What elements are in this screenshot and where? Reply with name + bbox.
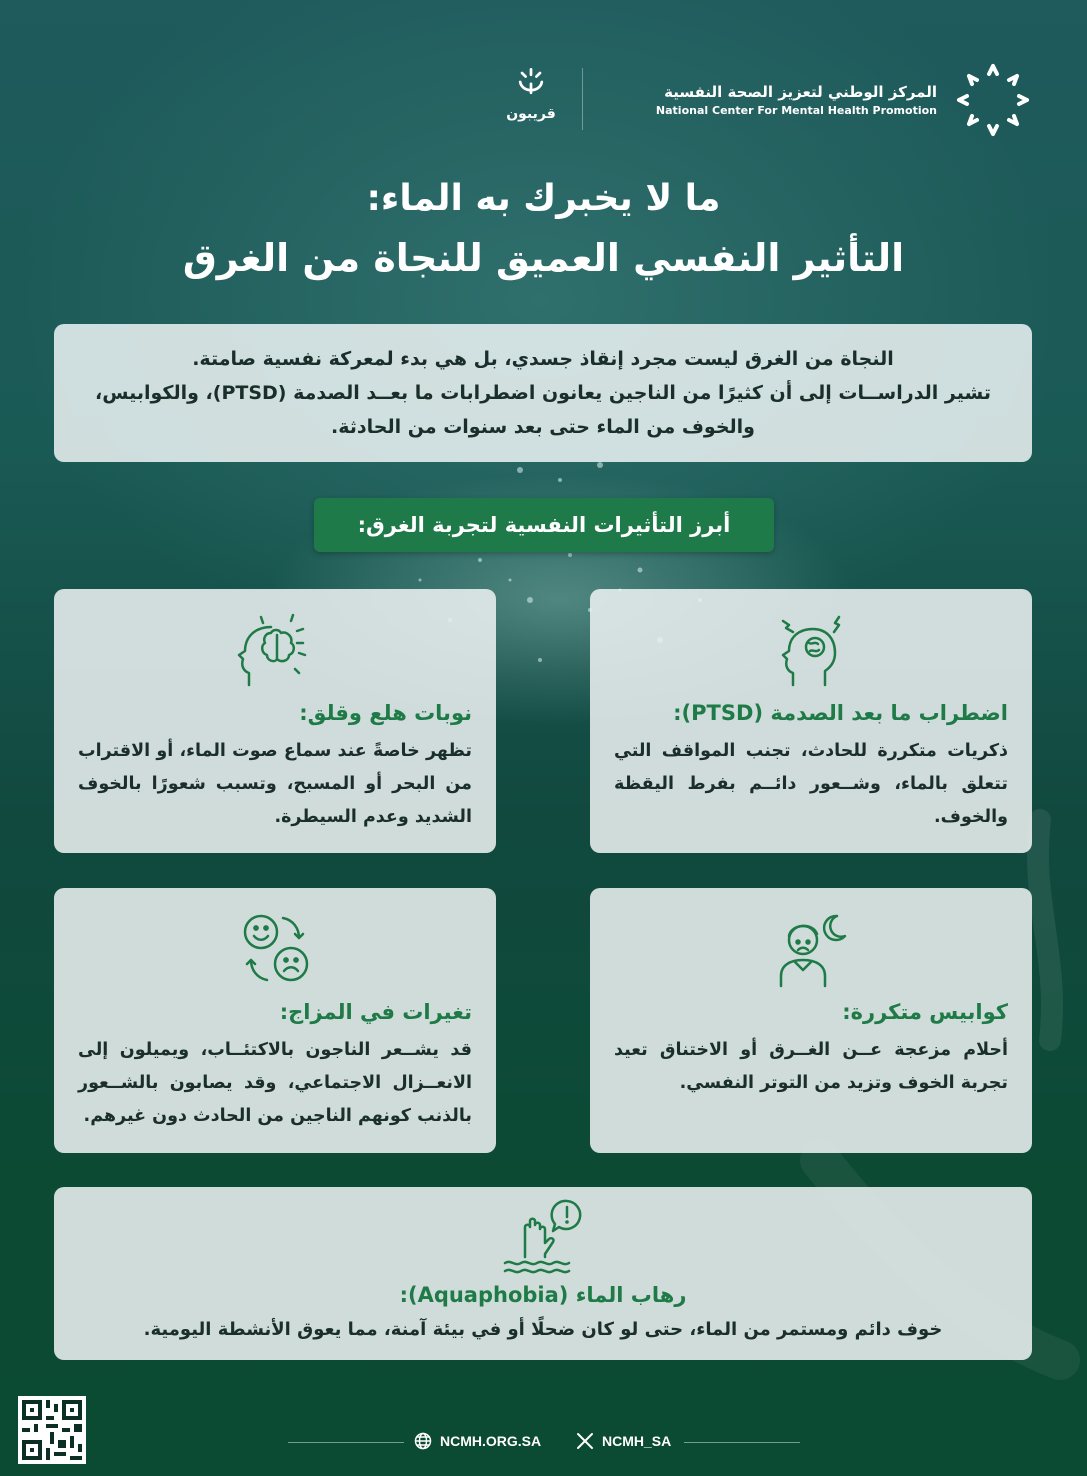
qr-code-icon[interactable] xyxy=(18,1396,86,1464)
x-logo-icon xyxy=(576,1432,594,1450)
card-ptsd-body: ذكريات متكررة للحادث، تجنب المواقف التي تتعلق بالماء، وشــعور دائــم بفرط اليقظة والخوف. xyxy=(614,741,1008,827)
card-nightmare xyxy=(590,888,1032,1153)
partner-logo xyxy=(501,64,561,122)
page-title xyxy=(0,172,1087,290)
card-mood-body: قد يشــعر الناجون بالاكتئــاب، ويميلون إلى الانعــزال الاجتماعي، وقد يصابون بالشــعور بالذنب كونهم الناجين من الحادث دون غيرهم. xyxy=(78,1040,472,1126)
card-ptsd-title: اضطراب ما بعد الصدمة (PTSD): xyxy=(673,701,1008,725)
brain-anxiety-icon xyxy=(233,607,317,691)
globe-icon xyxy=(414,1432,432,1450)
card-aquaphobia-body: خوف دائم ومستمر من الماء، حتى لو كان ضحلًا أو في بيئة آمنة، مما يعوق الأنشطة اليومية. xyxy=(143,1319,943,1340)
footer-divider-right xyxy=(684,1442,800,1443)
intro-line-3: والخوف من الماء حتى بعد سنوات من الحادثة. xyxy=(331,416,755,438)
ncmh-logo xyxy=(656,58,1035,142)
card-nightmare-body: أحلام مزعجة عــن الغــرق أو الاختناق تعيد تجربة الخوف وتزيد من التوتر النفسي. xyxy=(614,1040,1008,1093)
x-handle-text: NCMH_SA xyxy=(602,1433,672,1449)
card-nightmare-title: كوابيس متكررة: xyxy=(842,1000,1008,1024)
logo-divider xyxy=(582,68,583,130)
card-panic xyxy=(54,589,496,853)
website-text: NCMH.ORG.SA xyxy=(440,1433,542,1449)
mood-swing-icon xyxy=(233,906,317,990)
intro-box xyxy=(54,324,1032,462)
card-aquaphobia-title: رهاب الماء (Aquaphobia): xyxy=(399,1283,687,1307)
card-panic-body: تظهر خاصةً عند سماع صوت الماء، أو الاقتراب من البحر أو المسبح، وتسبب شعورًا بالخوف الشديد وعدم السيطرة. xyxy=(78,741,472,827)
card-mood-title: تغيرات في المزاج: xyxy=(279,1000,472,1024)
section-title: أبرز التأثيرات النفسية لتجربة الغرق: xyxy=(314,498,774,552)
worried-sleep-icon xyxy=(769,906,853,990)
hand-water-warning-icon xyxy=(497,1197,589,1277)
footer-divider-left xyxy=(288,1442,404,1443)
intro-line-2: تشير الدراســات إلى أن كثيرًا من الناجين يعانون اضطرابات ما بعــد الصدمة (PTSD)، والكوابيس، xyxy=(95,382,991,404)
org-name-ar: المركز الوطني لتعزيز الصحة النفسية xyxy=(664,83,937,101)
card-ptsd xyxy=(590,589,1032,853)
org-name-en: National Center For Mental Health Promotion xyxy=(655,104,937,117)
card-aquaphobia xyxy=(54,1187,1032,1360)
header-logos xyxy=(52,58,1035,138)
title-line-1: ما لا يخبرك به الماء: xyxy=(366,178,721,219)
partner-emblem-icon xyxy=(513,64,549,100)
head-trauma-icon xyxy=(769,607,853,691)
website-link[interactable] xyxy=(414,1432,541,1450)
ncmh-emblem-icon xyxy=(951,58,1035,142)
intro-line-1: النجاة من الغرق ليست مجرد إنقاذ جسدي، بل هي بدء لمعركة نفسية صامتة. xyxy=(192,348,894,370)
partner-name: قريبون xyxy=(506,106,556,122)
x-handle-link[interactable] xyxy=(576,1432,671,1450)
title-line-2: التأثير النفسي العميق للنجاة من الغرق xyxy=(182,236,905,280)
footer xyxy=(0,1396,1087,1476)
card-mood xyxy=(54,888,496,1153)
card-panic-title: نوبات هلع وقلق: xyxy=(299,701,472,725)
